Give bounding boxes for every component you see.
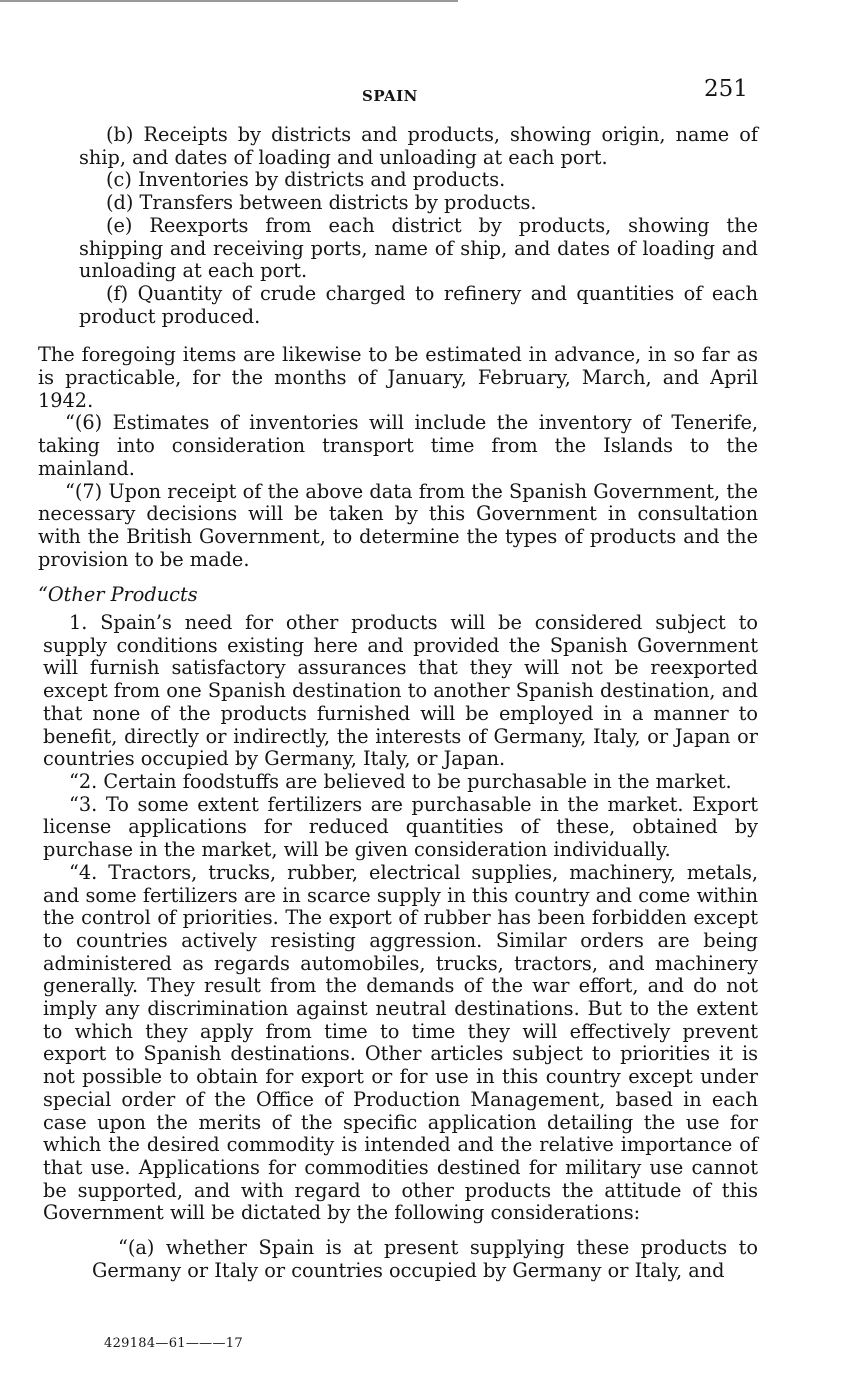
paragraph-foregoing: The foregoing items are likewise to be estimated in advance, in so far as is practicable, for the months of January, February, March, and April 1942. bbox=[38, 343, 758, 412]
page-body bbox=[38, 124, 758, 1282]
list-item-f: (f) Quantity of crude charged to refinery and quantities of each product produced. bbox=[79, 281, 758, 328]
list-item-d: (d) Transfers between districts by products. bbox=[106, 191, 537, 215]
page-header bbox=[0, 0, 857, 110]
subheading-other-products: “Other Products bbox=[38, 583, 198, 607]
list-item-b: (b) Receipts by districts and products, showing origin, name of ship, and dates of loading and unloading at each port. bbox=[79, 123, 758, 169]
other-products-item-4: “4. Tractors, trucks, rubber, electrical supplies, machinery, metals, and some fertilizers are in scarce supply in this country and come within the control of priorities. The export of rubber has been forbidden except to countries actively resisting aggression. Similar orders are being administered as regards automobiles, trucks, tractors, and machinery generally. They result from the demands of the war effort, and do not imply any discrimination against neutral destinations. But to the extent to which they apply from time to time they will effectively prevent export to Spanish destinations. Other articles subject to priorities it is not possible to obtain for export or for use in this country except under special order of the Office of Production Management, based in each case upon the merits of the specific application detailing the use for which the desired commodity is intended and the relative importance of that use. Applications for commodities destined for military use cannot be supported, and with regard to other products the attitude of this Government will be dictated by the following considerations: bbox=[43, 860, 758, 1225]
paragraph-estimates-6: “(6) Estimates of inventories will include the inventory of Tenerife, taking into consideration transport time from the Islands to the mainland. bbox=[38, 411, 758, 480]
list-item-e: (e) Reexports from each district by products, showing the shipping and receiving ports, name of ship, and dates of loading and unloading at each port. bbox=[79, 213, 758, 283]
other-products-item-2: “2. Certain foodstuffs are believed to be purchasable in the market. bbox=[69, 769, 732, 793]
other-products-item-1: 1. Spain’s need for other products will be considered subject to supply conditions existing here and provided the Spanish Government will furnish satisfactory assurances that they will not be reexported except from one Spanish destination to another Spanish destination, and that none of the products furnished will be employed in a manner to benefit, directly or indirectly, the interests of Germany, Italy, or Japan or countries occupied by Germany, Italy, or Japan. bbox=[43, 611, 758, 771]
list-item-c: (c) Inventories by districts and products. bbox=[106, 168, 506, 192]
footer-print-code: 429184—61———17 bbox=[104, 1336, 243, 1351]
paragraph-receipt-7: “(7) Upon receipt of the above data from the Spanish Government, the necessary decisions will be taken by this Government in consultation with the British Government, to determine the types of products and the provision to be made. bbox=[38, 479, 758, 571]
other-products-item-3: “3. To some extent fertilizers are purchasable in the market. Export license applications for reduced quantities of these, obtained by purchase in the market, will be given consideration individually. bbox=[43, 792, 758, 862]
running-head: SPAIN bbox=[362, 87, 418, 105]
page-number: 251 bbox=[704, 76, 748, 102]
quote-item-a: “(a) whether Spain is at present supplying these products to Germany or Italy or countries occupied by Germany or Italy, and bbox=[92, 1236, 758, 1282]
